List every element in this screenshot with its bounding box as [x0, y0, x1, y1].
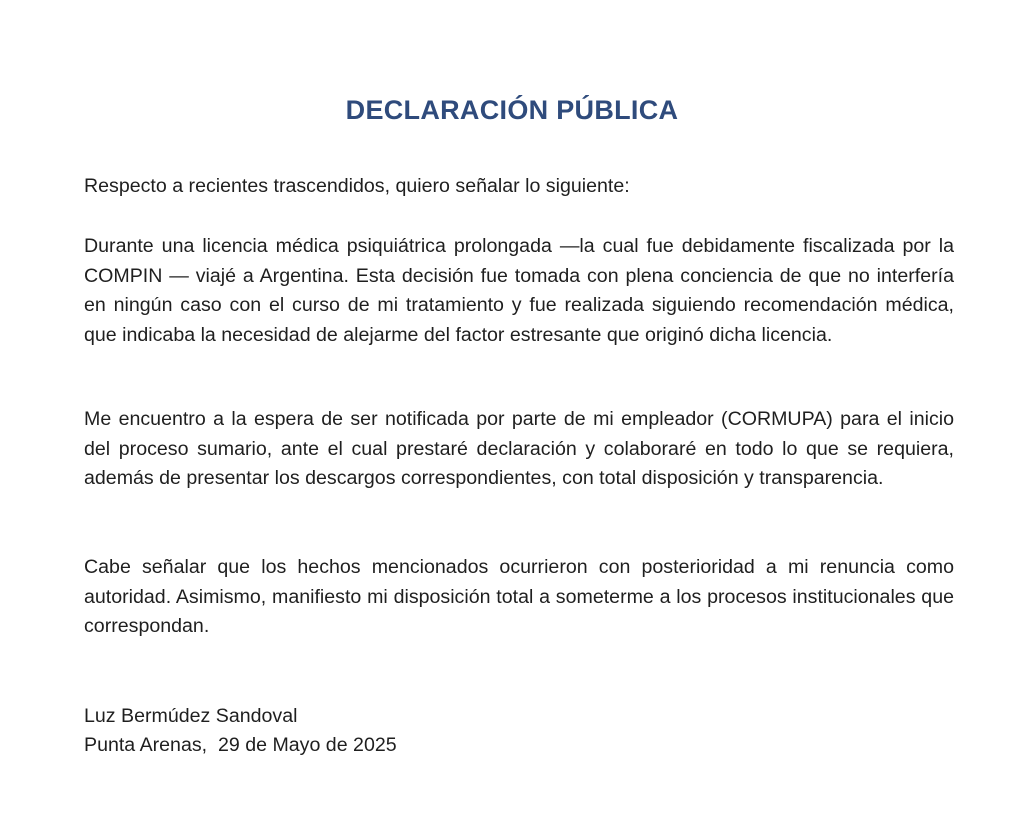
intro-paragraph: Respecto a recientes trascendidos, quiero señalar lo siguiente: — [84, 175, 630, 197]
signature-name: Luz Bermúdez Sandoval — [84, 705, 298, 727]
document-title: DECLARACIÓN PÚBLICA — [345, 95, 679, 125]
paragraph-license-travel: Durante una licencia médica psiquiátrica prolongada —la cual fue debidamente fiscalizada por la COMPIN — viajé a Argentina. Esta decisión fue tomada con plena conciencia de que no interfería en ningún caso con el curso de mi tratamiento y fue realizada siguiendo recomendación médica, que indicaba la necesidad de alejarme del factor estresante que originó dicha licencia. — [84, 235, 954, 346]
paragraph-resignation: Cabe señalar que los hechos mencionados ocurrieron con posterioridad a mi renuncia como autoridad. Asimismo, manifiesto mi disposición total a someterme a los procesos institucionales que correspondan. — [84, 556, 954, 637]
signature-place-date: Punta Arenas, 29 de Mayo de 2025 — [84, 734, 397, 756]
paragraph-summary-process: Me encuentro a la espera de ser notificada por parte de mi empleador (CORMUPA) para el inicio del proceso sumario, ante el cual prestaré declaración y colaboraré en todo lo que se requiera, además de presentar los descargos correspondientes, con total disposición y transparencia. — [84, 408, 954, 489]
